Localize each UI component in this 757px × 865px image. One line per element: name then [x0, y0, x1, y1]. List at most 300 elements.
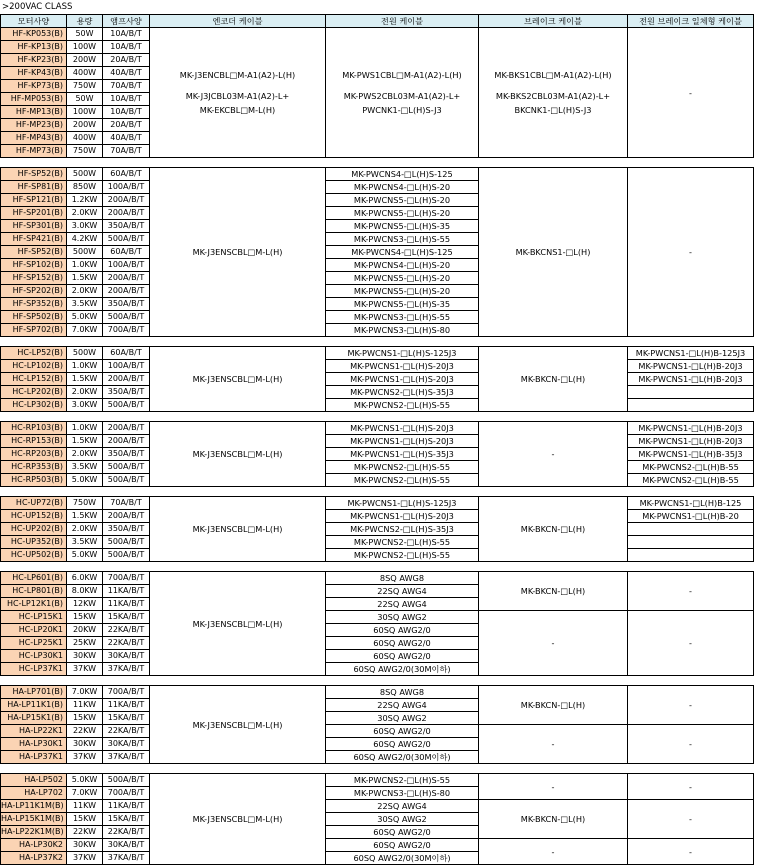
combo-cable-cell: MK-PWCNS1-□L(H)B-20: [628, 510, 754, 523]
capacity-cell: 5.0KW: [67, 774, 103, 787]
encoder-cable-cell: [150, 28, 326, 158]
power-cable-cell: MK-PWCNS5-□L(H)S-35: [326, 220, 479, 233]
spacer-cell: [628, 337, 754, 347]
combo-cable-cell: MK-PWCNS1-□L(H)B-20J3: [628, 422, 754, 435]
encoder-cable-cell-line: [150, 82, 325, 89]
capacity-cell: 7.0KW: [67, 324, 103, 337]
column-header: 엔코더 케이블: [150, 15, 326, 28]
motor-model-cell: HA-LP11K1M(B): [1, 800, 67, 813]
combo-cable-cell: -: [628, 725, 754, 764]
motor-model-cell: HC-RP103(B): [1, 422, 67, 435]
amp-spec-cell: 350A/B/T: [103, 220, 150, 233]
power-cable-cell: MK-PWCNS2-□L(H)S-55: [326, 536, 479, 549]
motor-model-cell: HC-LP152(B): [1, 373, 67, 386]
amp-spec-cell: 11KA/B/T: [103, 800, 150, 813]
motor-model-cell: HC-UP502(B): [1, 549, 67, 562]
spacer-cell: [479, 337, 628, 347]
motor-model-cell: HC-RP153(B): [1, 435, 67, 448]
header-row: [1, 15, 754, 28]
spacer-cell: [479, 764, 628, 774]
combo-cable-cell: -: [628, 168, 754, 337]
power-cable-cell: MK-PWCNS1-□L(H)S-125J3: [326, 497, 479, 510]
power-cable-cell: MK-PWCNS1-□L(H)S-20J3: [326, 373, 479, 386]
motor-model-cell: HF-SP52(B): [1, 246, 67, 259]
combo-cable-cell: -: [628, 686, 754, 725]
motor-model-cell: HC-LP20K1: [1, 624, 67, 637]
spacer-cell: [1, 562, 67, 572]
power-cable-cell: MK-PWCNS3-□L(H)S-55: [326, 233, 479, 246]
encoder-cable-cell: MK-J3ENSCBL□M-L(H): [150, 572, 326, 676]
motor-model-cell: HC-LP302(B): [1, 399, 67, 412]
table-row: [1, 28, 754, 41]
table-row: [1, 800, 754, 813]
power-cable-cell: 60SQ AWG2/0: [326, 624, 479, 637]
capacity-cell: 5.0KW: [67, 549, 103, 562]
motor-model-cell: HF-SP702(B): [1, 324, 67, 337]
power-cable-cell: 60SQ AWG2/0(30M이하): [326, 852, 479, 865]
amp-spec-cell: 100A/B/T: [103, 259, 150, 272]
capacity-cell: 1.5KW: [67, 435, 103, 448]
capacity-cell: 20KW: [67, 624, 103, 637]
capacity-cell: 6.0KW: [67, 572, 103, 585]
table-row: [1, 448, 754, 461]
amp-spec-cell: 200A/B/T: [103, 510, 150, 523]
spacer-cell: [1, 337, 67, 347]
brake-cable-cell: -: [479, 422, 628, 487]
spacer-cell: [150, 676, 326, 686]
brake-cable-cell: -: [479, 725, 628, 764]
amp-spec-cell: 70A/B/T: [103, 145, 150, 158]
combo-cable-cell: -: [628, 611, 754, 676]
capacity-cell: 750W: [67, 80, 103, 93]
spacer-cell: [150, 337, 326, 347]
amp-spec-cell: 500A/B/T: [103, 536, 150, 549]
capacity-cell: 15KW: [67, 611, 103, 624]
capacity-cell: 15KW: [67, 712, 103, 725]
spacer-cell: [67, 676, 103, 686]
capacity-cell: 11KW: [67, 800, 103, 813]
power-cable-cell: 30SQ AWG2: [326, 813, 479, 826]
capacity-cell: 37KW: [67, 663, 103, 676]
table-row: [1, 523, 754, 536]
motor-model-cell: HA-LP22K1: [1, 725, 67, 738]
capacity-cell: 22KW: [67, 725, 103, 738]
motor-model-cell: HF-KP73(B): [1, 80, 67, 93]
amp-spec-cell: 200A/B/T: [103, 373, 150, 386]
spacer-cell: [1, 764, 67, 774]
motor-model-cell: HC-LP30K1: [1, 650, 67, 663]
amp-spec-cell: 60A/B/T: [103, 168, 150, 181]
motor-model-cell: HA-LP30K1: [1, 738, 67, 751]
capacity-cell: 37KW: [67, 751, 103, 764]
combo-cable-cell: MK-PWCNS2-□L(H)B-55: [628, 461, 754, 474]
capacity-cell: 2.0KW: [67, 448, 103, 461]
combo-cable-cell: [628, 399, 754, 412]
capacity-cell: 4.2KW: [67, 233, 103, 246]
combo-cable-cell: -: [628, 774, 754, 800]
spacer-cell: [1, 487, 67, 497]
table-row: [1, 435, 754, 448]
spacer-cell: [479, 158, 628, 168]
table-row: [1, 510, 754, 523]
motor-model-cell: HC-LP801(B): [1, 585, 67, 598]
combo-cable-cell: MK-PWCNS1-□L(H)B-125J3: [628, 347, 754, 360]
motor-model-cell: HA-LP15K1(B): [1, 712, 67, 725]
spacer-cell: [326, 676, 479, 686]
combo-cable-cell: MK-PWCNS1-□L(H)B-20J3: [628, 373, 754, 386]
table-row: [1, 839, 754, 852]
motor-model-cell: HF-MP13(B): [1, 106, 67, 119]
motor-model-cell: HF-SP502(B): [1, 311, 67, 324]
amp-spec-cell: 500A/B/T: [103, 399, 150, 412]
page-title: >200VAC CLASS: [2, 2, 73, 12]
motor-model-cell: HF-SP102(B): [1, 259, 67, 272]
encoder-cable-cell-line: MK-J3ENCBL□M-A1(A2)-L(H): [179, 70, 296, 80]
amp-spec-cell: 22KA/B/T: [103, 637, 150, 650]
table-row: [1, 373, 754, 386]
spacer-cell: [103, 676, 150, 686]
power-cable-cell: 30SQ AWG2: [326, 611, 479, 624]
capacity-cell: 200W: [67, 119, 103, 132]
amp-spec-cell: 200A/B/T: [103, 422, 150, 435]
spacer-cell: [479, 412, 628, 422]
spacer-cell: [628, 158, 754, 168]
power-cable-cell: 22SQ AWG4: [326, 598, 479, 611]
capacity-cell: 200W: [67, 54, 103, 67]
table-row: [1, 572, 754, 585]
amp-spec-cell: 37KA/B/T: [103, 751, 150, 764]
encoder-cable-cell-line: MK-EKCBL□M-L(H): [199, 105, 276, 115]
power-cable-cell: 60SQ AWG2/0: [326, 650, 479, 663]
brake-cable-cell: MK-BKCN-□L(H): [479, 572, 628, 611]
motor-model-cell: HC-LP37K1: [1, 663, 67, 676]
power-cable-cell: MK-PWCNS2-□L(H)S-55: [326, 474, 479, 487]
amp-spec-cell: 500A/B/T: [103, 311, 150, 324]
motor-model-cell: HF-SP301(B): [1, 220, 67, 233]
power-cable-cell: MK-PWCNS1-□L(H)S-20J3: [326, 510, 479, 523]
combo-cable-cell: -: [628, 572, 754, 611]
power-cable-cell: MK-PWCNS3-□L(H)S-55: [326, 311, 479, 324]
amp-spec-cell: 22KA/B/T: [103, 624, 150, 637]
amp-spec-cell: 200A/B/T: [103, 272, 150, 285]
capacity-cell: 3.0KW: [67, 220, 103, 233]
motor-model-cell: HA-LP502: [1, 774, 67, 787]
motor-model-cell: HF-KP053(B): [1, 28, 67, 41]
power-cable-cell: MK-PWCNS2-□L(H)S-35J3: [326, 523, 479, 536]
amp-spec-cell: 500A/B/T: [103, 774, 150, 787]
amp-spec-cell: 10A/B/T: [103, 93, 150, 106]
power-cable-cell: MK-PWCNS4-□L(H)S-20: [326, 259, 479, 272]
amp-spec-cell: 500A/B/T: [103, 549, 150, 562]
amp-spec-cell: 60A/B/T: [103, 246, 150, 259]
amp-spec-cell: 30KA/B/T: [103, 738, 150, 751]
amp-spec-cell: 70A/B/T: [103, 497, 150, 510]
combo-cable-cell: MK-PWCNS1-□L(H)B-125: [628, 497, 754, 510]
group-spacer: [1, 676, 754, 686]
motor-model-cell: HF-MP053(B): [1, 93, 67, 106]
motor-model-cell: HC-RP203(B): [1, 448, 67, 461]
power-cable-cell: [326, 28, 479, 158]
amp-spec-cell: 200A/B/T: [103, 435, 150, 448]
motor-model-cell: HF-KP43(B): [1, 67, 67, 80]
capacity-cell: 11KW: [67, 699, 103, 712]
spacer-cell: [67, 764, 103, 774]
capacity-cell: 30KW: [67, 839, 103, 852]
brake-cable-cell: [479, 28, 628, 158]
spacer-cell: [103, 562, 150, 572]
amp-spec-cell: 10A/B/T: [103, 106, 150, 119]
capacity-cell: 750W: [67, 497, 103, 510]
table-row: [1, 725, 754, 738]
brake-cable-cell: MK-BKCN-□L(H): [479, 686, 628, 725]
amp-spec-cell: 700A/B/T: [103, 572, 150, 585]
capacity-cell: 1.0KW: [67, 360, 103, 373]
column-header: 용량: [67, 15, 103, 28]
motor-model-cell: HC-LP202(B): [1, 386, 67, 399]
power-cable-cell: 22SQ AWG4: [326, 800, 479, 813]
brake-cable-cell-line: [479, 82, 627, 89]
power-cable-cell: MK-PWCNS5-□L(H)S-20: [326, 285, 479, 298]
amp-spec-cell: 700A/B/T: [103, 686, 150, 699]
motor-model-cell: HA-LP37K2: [1, 852, 67, 865]
motor-model-cell: HF-MP23(B): [1, 119, 67, 132]
capacity-cell: 50W: [67, 93, 103, 106]
capacity-cell: 15KW: [67, 813, 103, 826]
spacer-cell: [628, 487, 754, 497]
power-cable-cell: MK-PWCNS5-□L(H)S-20: [326, 272, 479, 285]
spacer-cell: [479, 487, 628, 497]
power-cable-cell: MK-PWCNS1-□L(H)S-20J3: [326, 422, 479, 435]
motor-model-cell: HF-SP201(B): [1, 207, 67, 220]
spacer-cell: [103, 764, 150, 774]
motor-model-cell: HF-MP43(B): [1, 132, 67, 145]
spacer-cell: [628, 676, 754, 686]
spacer-cell: [326, 764, 479, 774]
spacer-cell: [628, 764, 754, 774]
table-row: [1, 461, 754, 474]
amp-spec-cell: 70A/B/T: [103, 80, 150, 93]
spacer-cell: [628, 412, 754, 422]
capacity-cell: 400W: [67, 132, 103, 145]
capacity-cell: 7.0KW: [67, 686, 103, 699]
combo-cable-cell: [628, 536, 754, 549]
cable-spec-table: [0, 14, 754, 865]
encoder-cable-cell: MK-J3ENSCBL□M-L(H): [150, 774, 326, 865]
table-row: [1, 168, 754, 181]
capacity-cell: 8.0KW: [67, 585, 103, 598]
amp-spec-cell: 350A/B/T: [103, 386, 150, 399]
capacity-cell: 500W: [67, 168, 103, 181]
combo-cable-cell: [628, 523, 754, 536]
table-row: [1, 774, 754, 787]
spacer-cell: [103, 487, 150, 497]
group-spacer: [1, 562, 754, 572]
capacity-cell: 3.5KW: [67, 461, 103, 474]
column-header: 브레이크 케이블: [479, 15, 628, 28]
table-row: [1, 611, 754, 624]
spacer-cell: [628, 562, 754, 572]
spacer-cell: [103, 158, 150, 168]
power-cable-cell: MK-PWCNS2-□L(H)S-35J3: [326, 386, 479, 399]
power-cable-cell: MK-PWCNS5-□L(H)S-35: [326, 298, 479, 311]
motor-model-cell: HA-LP702: [1, 787, 67, 800]
capacity-cell: 12KW: [67, 598, 103, 611]
spacer-cell: [103, 337, 150, 347]
table-row: [1, 422, 754, 435]
spacer-cell: [150, 764, 326, 774]
power-cable-cell: 30SQ AWG2: [326, 712, 479, 725]
table-row: [1, 549, 754, 562]
brake-cable-cell: -: [479, 839, 628, 865]
motor-model-cell: HF-KP23(B): [1, 54, 67, 67]
power-cable-cell: 60SQ AWG2/0: [326, 725, 479, 738]
amp-spec-cell: 60A/B/T: [103, 347, 150, 360]
power-cable-cell: 60SQ AWG2/0: [326, 826, 479, 839]
combo-cable-cell: [628, 549, 754, 562]
capacity-cell: 1.0KW: [67, 259, 103, 272]
power-cable-cell: MK-PWCNS2-□L(H)S-55: [326, 549, 479, 562]
brake-cable-cell: MK-BKCN-□L(H): [479, 800, 628, 839]
power-cable-cell-line: [326, 82, 478, 89]
motor-model-cell: HC-LP52(B): [1, 347, 67, 360]
power-cable-cell: MK-PWCNS2-□L(H)S-55: [326, 399, 479, 412]
spacer-cell: [326, 487, 479, 497]
amp-spec-cell: 22KA/B/T: [103, 826, 150, 839]
spacer-cell: [67, 337, 103, 347]
brake-cable-cell: MK-BKCNS1-□L(H): [479, 168, 628, 337]
amp-spec-cell: 15KA/B/T: [103, 712, 150, 725]
amp-spec-cell: 20A/B/T: [103, 119, 150, 132]
spacer-cell: [1, 158, 67, 168]
motor-model-cell: HC-LP25K1: [1, 637, 67, 650]
amp-spec-cell: 10A/B/T: [103, 28, 150, 41]
amp-spec-cell: 37KA/B/T: [103, 852, 150, 865]
brake-cable-cell: MK-BKCN-□L(H): [479, 497, 628, 562]
brake-cable-cell: MK-BKCN-□L(H): [479, 347, 628, 412]
table-row: [1, 347, 754, 360]
power-cable-cell: MK-PWCNS5-□L(H)S-20: [326, 194, 479, 207]
spacer-cell: [326, 158, 479, 168]
motor-model-cell: HF-KP13(B): [1, 41, 67, 54]
amp-spec-cell: 30KA/B/T: [103, 839, 150, 852]
power-cable-cell: 60SQ AWG2/0(30M이하): [326, 751, 479, 764]
brake-cable-cell: -: [479, 774, 628, 800]
power-cable-cell: MK-PWCNS1-□L(H)S-35J3: [326, 448, 479, 461]
power-cable-cell: MK-PWCNS2-□L(H)S-55: [326, 774, 479, 787]
amp-spec-cell: 100A/B/T: [103, 181, 150, 194]
encoder-cable-cell: MK-J3ENSCBL□M-L(H): [150, 497, 326, 562]
capacity-cell: 750W: [67, 145, 103, 158]
combo-cable-cell: MK-PWCNS1-□L(H)B-35J3: [628, 448, 754, 461]
capacity-cell: 1.2KW: [67, 194, 103, 207]
motor-model-cell: HC-LP102(B): [1, 360, 67, 373]
group-spacer: [1, 412, 754, 422]
spacer-cell: [1, 676, 67, 686]
amp-spec-cell: 100A/B/T: [103, 360, 150, 373]
amp-spec-cell: 40A/B/T: [103, 132, 150, 145]
power-cable-cell-line: MK-PWS2CBL03M-A1(A2)-L+: [343, 91, 461, 101]
capacity-cell: 30KW: [67, 738, 103, 751]
amp-spec-cell: 700A/B/T: [103, 324, 150, 337]
capacity-cell: 37KW: [67, 852, 103, 865]
power-cable-cell: 60SQ AWG2/0: [326, 738, 479, 751]
amp-spec-cell: 200A/B/T: [103, 285, 150, 298]
combo-cable-cell: -: [628, 28, 754, 158]
power-cable-cell: 8SQ AWG8: [326, 572, 479, 585]
amp-spec-cell: 20A/B/T: [103, 54, 150, 67]
amp-spec-cell: 200A/B/T: [103, 194, 150, 207]
encoder-cable-cell: MK-J3ENSCBL□M-L(H): [150, 422, 326, 487]
capacity-cell: 2.0KW: [67, 386, 103, 399]
capacity-cell: 2.0KW: [67, 523, 103, 536]
amp-spec-cell: 40A/B/T: [103, 67, 150, 80]
capacity-cell: 3.0KW: [67, 399, 103, 412]
power-cable-cell: MK-PWCNS3-□L(H)S-80: [326, 787, 479, 800]
capacity-cell: 25KW: [67, 637, 103, 650]
spacer-cell: [67, 412, 103, 422]
capacity-cell: 5.0KW: [67, 474, 103, 487]
amp-spec-cell: 350A/B/T: [103, 448, 150, 461]
motor-model-cell: HA-LP22K1M(B): [1, 826, 67, 839]
table-row: [1, 399, 754, 412]
amp-spec-cell: 11KA/B/T: [103, 598, 150, 611]
column-header: 전원 케이블: [326, 15, 479, 28]
encoder-cable-cell: MK-J3ENSCBL□M-L(H): [150, 168, 326, 337]
motor-model-cell: HA-LP15K1M(B): [1, 813, 67, 826]
capacity-cell: 100W: [67, 41, 103, 54]
capacity-cell: 1.5KW: [67, 510, 103, 523]
spacer-cell: [150, 412, 326, 422]
encoder-cable-cell: MK-J3ENSCBL□M-L(H): [150, 686, 326, 764]
amp-spec-cell: 700A/B/T: [103, 787, 150, 800]
capacity-cell: 22KW: [67, 826, 103, 839]
motor-model-cell: HA-LP30K2: [1, 839, 67, 852]
capacity-cell: 500W: [67, 246, 103, 259]
motor-model-cell: HF-SP352(B): [1, 298, 67, 311]
motor-model-cell: HF-SP52(B): [1, 168, 67, 181]
capacity-cell: 850W: [67, 181, 103, 194]
spacer-cell: [1, 412, 67, 422]
capacity-cell: 7.0KW: [67, 787, 103, 800]
table-row: [1, 686, 754, 699]
power-cable-cell-line: MK-PWS1CBL□M-A1(A2)-L(H): [342, 70, 462, 80]
spacer-cell: [326, 412, 479, 422]
power-cable-cell: MK-PWCNS2-□L(H)S-55: [326, 461, 479, 474]
power-cable-cell: MK-PWCNS1-□L(H)S-20J3: [326, 360, 479, 373]
group-spacer: [1, 158, 754, 168]
motor-model-cell: HC-LP601(B): [1, 572, 67, 585]
amp-spec-cell: 37KA/B/T: [103, 663, 150, 676]
combo-cable-cell: [628, 386, 754, 399]
power-cable-cell: MK-PWCNS4-□L(H)S-125: [326, 246, 479, 259]
capacity-cell: 3.5KW: [67, 298, 103, 311]
motor-model-cell: HC-LP15K1: [1, 611, 67, 624]
capacity-cell: 1.0KW: [67, 422, 103, 435]
combo-cable-cell: MK-PWCNS1-□L(H)B-20J3: [628, 360, 754, 373]
motor-model-cell: HC-UP152(B): [1, 510, 67, 523]
motor-model-cell: HF-SP202(B): [1, 285, 67, 298]
spacer-cell: [479, 562, 628, 572]
brake-cable-cell-line: MK-BKS2CBL03M-A1(A2)-L+: [495, 91, 611, 101]
amp-spec-cell: 350A/B/T: [103, 298, 150, 311]
spacer-cell: [67, 487, 103, 497]
spacer-cell: [326, 562, 479, 572]
spacer-cell: [326, 337, 479, 347]
amp-spec-cell: 11KA/B/T: [103, 585, 150, 598]
capacity-cell: 2.0KW: [67, 285, 103, 298]
amp-spec-cell: 15KA/B/T: [103, 611, 150, 624]
group-spacer: [1, 764, 754, 774]
